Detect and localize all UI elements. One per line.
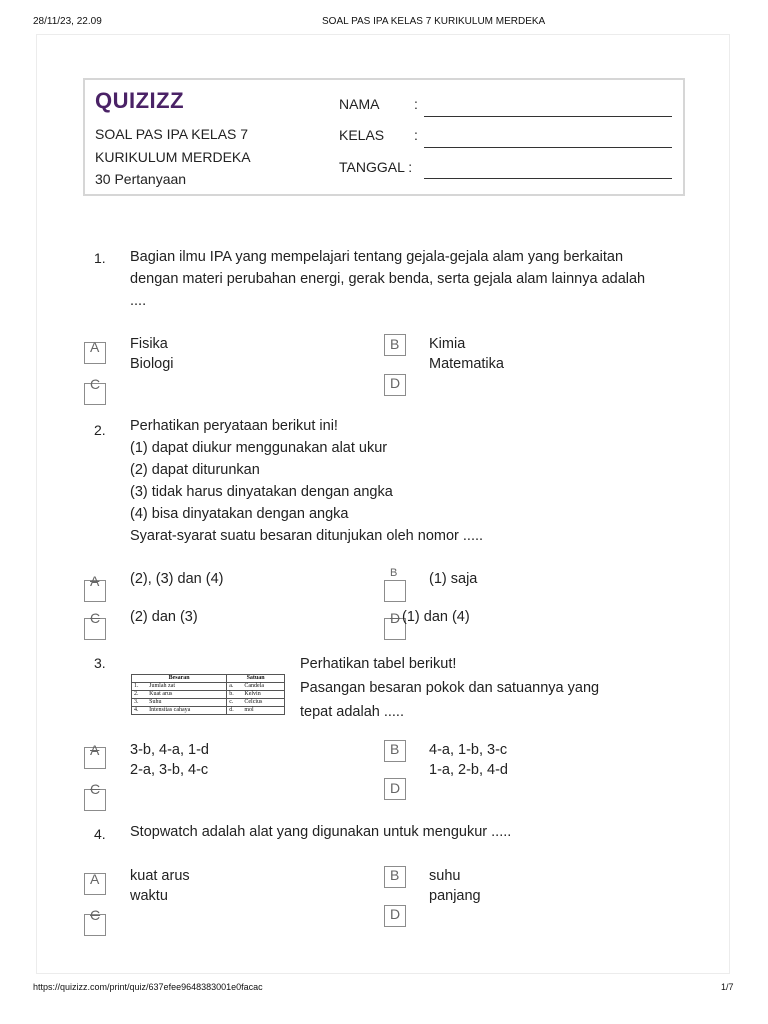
q4-option-b-text: suhu	[429, 868, 461, 884]
table-header-satuan: Satuan	[227, 675, 285, 683]
question-2-line: Perhatikan peryataan berikut ini!	[130, 418, 338, 434]
table-row	[132, 707, 285, 715]
question-4-text: Stopwatch adalah alat yang digunakan untuk mengukur .....	[130, 824, 512, 840]
question-2-line: (1) dapat diukur menggunakan alat ukur	[130, 440, 388, 456]
print-url: https://quizizz.com/print/quiz/637efee9648383001e0facac	[33, 982, 263, 992]
q3-option-b-text: 4-a, 1-b, 3-c	[429, 742, 508, 758]
q3-option-c-text: 2-a, 3-b, 4-c	[130, 762, 209, 778]
q2-option-d-letter: D	[390, 610, 401, 626]
question-2-number: 2.	[94, 422, 106, 438]
quiz-title-line2: KURIKULUM MERDEKA	[95, 149, 251, 165]
question-1-line: dengan materi perubahan energi, gerak benda, serta gejala alam lainnya adalah	[130, 271, 646, 287]
question-1-line: Bagian ilmu IPA yang mempelajari tentang gejala-gejala alam yang berkaitan	[130, 249, 624, 265]
table-row	[132, 699, 285, 707]
class-colon: :	[414, 127, 418, 143]
q2-option-b-text: (1) saja	[429, 571, 478, 587]
table-cell: a.	[227, 683, 243, 691]
question-3-line: Perhatikan tabel berikut!	[300, 656, 457, 672]
q4-option-d-text: panjang	[429, 888, 481, 904]
besaran-satuan-table	[131, 674, 285, 715]
quizizz-logo: QUIZIZZ	[95, 88, 185, 113]
q4-option-c-text: waktu	[130, 888, 168, 904]
q3-option-c-letter: C	[90, 781, 101, 797]
print-datetime: 28/11/23, 22.09	[33, 16, 102, 27]
table-cell: Candela	[242, 683, 284, 691]
q4-option-b-letter: B	[390, 867, 400, 883]
print-title: SOAL PAS IPA KELAS 7 KURIKULUM MERDEKA	[322, 16, 546, 27]
class-line[interactable]	[424, 147, 672, 148]
question-3-line: tepat adalah .....	[300, 704, 404, 720]
name-line[interactable]	[424, 116, 672, 117]
q2-option-d-text: (1) dan (4)	[402, 609, 470, 625]
table-header-besaran: Besaran	[132, 675, 227, 683]
table-row	[132, 683, 285, 691]
q1-option-a-text: Fisika	[130, 336, 168, 352]
q2-option-b-letter: B	[390, 567, 398, 579]
table-cell: Intensitas cahaya	[147, 707, 227, 715]
q1-option-b-text: Kimia	[429, 336, 466, 352]
q2-option-c-letter: C	[90, 610, 101, 626]
q3-option-a-letter: A	[90, 742, 100, 758]
q1-option-d-letter: D	[390, 375, 401, 391]
q1-option-d-text: Matematika	[429, 356, 504, 372]
q1-option-a-letter: A	[90, 339, 100, 355]
question-4-number: 4.	[94, 826, 106, 842]
question-3-text	[300, 652, 599, 724]
table-cell: Kelvin	[242, 691, 284, 699]
q3-option-b-letter: B	[390, 741, 400, 757]
table-row	[132, 691, 285, 699]
date-label: TANGGAL :	[339, 159, 413, 175]
q2-option-a-text: (2), (3) dan (4)	[130, 571, 224, 587]
table-cell: 3.	[132, 699, 148, 707]
class-label: KELAS	[339, 127, 385, 143]
table-cell: Kuat arus	[147, 691, 227, 699]
table-cell: Suhu	[147, 699, 227, 707]
question-2-line: Syarat-syarat suatu besaran ditunjukan oleh nomor .....	[130, 528, 484, 544]
q1-option-b-letter: B	[390, 336, 400, 352]
table-cell: 1.	[132, 683, 148, 691]
table-cell: 4.	[132, 707, 148, 715]
question-count: 30 Pertanyaan	[95, 171, 187, 187]
q4-option-c-letter: C	[90, 907, 101, 923]
table-cell: Celcius	[242, 699, 284, 707]
q2-option-b-checkbox[interactable]	[384, 580, 406, 602]
table-cell: b.	[227, 691, 243, 699]
q2-option-c-text: (2) dan (3)	[130, 609, 198, 625]
quiz-title-line1: SOAL PAS IPA KELAS 7	[95, 126, 249, 142]
q4-option-d-letter: D	[390, 906, 401, 922]
name-label: NAMA	[339, 96, 380, 112]
table-cell: d.	[227, 707, 243, 715]
question-3-line: Pasangan besaran pokok dan satuannya yang	[300, 680, 600, 696]
q4-option-a-text: kuat arus	[130, 868, 190, 884]
table-cell: mol	[242, 707, 284, 715]
page-number: 1/7	[721, 982, 734, 992]
question-1-text	[130, 246, 645, 312]
table-cell: c.	[227, 699, 243, 707]
date-line[interactable]	[424, 178, 672, 179]
question-1-line: ....	[130, 293, 147, 309]
q4-option-a-letter: A	[90, 871, 100, 887]
table-cell: 2.	[132, 691, 148, 699]
question-2-line: (4) bisa dinyatakan dengan angka	[130, 506, 349, 522]
q1-option-c-letter: C	[90, 376, 101, 392]
q1-option-c-text: Biologi	[130, 356, 174, 372]
question-3-number: 3.	[94, 655, 106, 671]
table-cell: Jumlah zat	[147, 683, 227, 691]
q3-option-d-letter: D	[390, 780, 401, 796]
name-colon: :	[414, 96, 418, 112]
q3-option-a-text: 3-b, 4-a, 1-d	[130, 742, 209, 758]
question-2-text	[130, 415, 483, 547]
q3-option-d-text: 1-a, 2-b, 4-d	[429, 762, 508, 778]
question-2-line: (2) dapat diturunkan	[130, 462, 260, 478]
q2-option-a-letter: A	[90, 573, 100, 589]
question-1-number: 1.	[94, 250, 106, 266]
question-2-line: (3) tidak harus dinyatakan dengan angka	[130, 484, 393, 500]
